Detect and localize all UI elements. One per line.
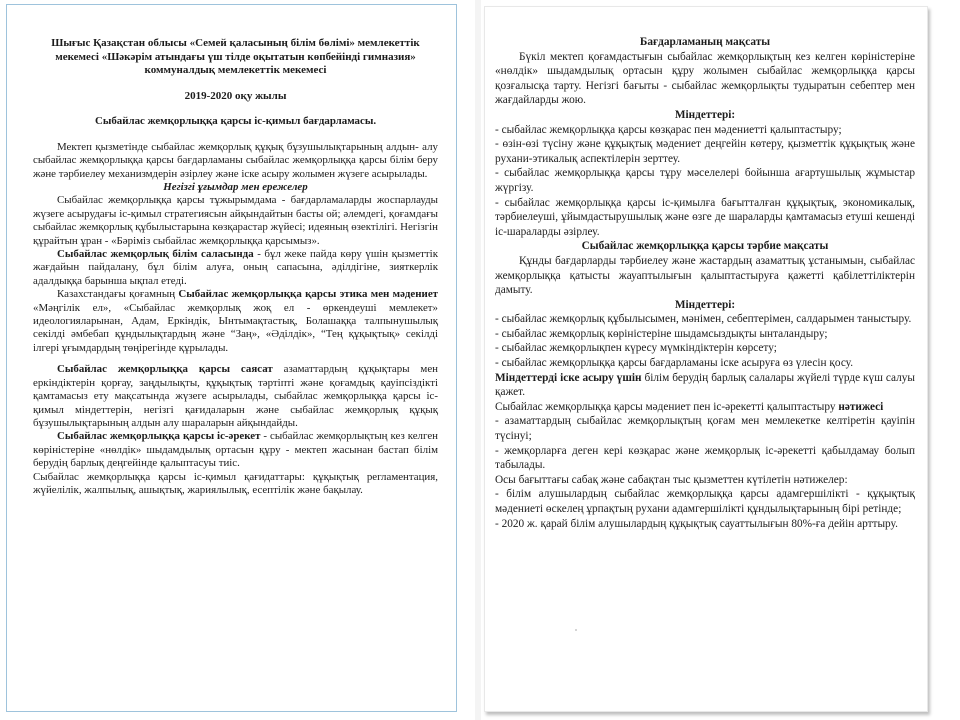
task2-item: - сыбайлас жемқорлық көріністеріне шыдамсыздықты ынталандыру; bbox=[495, 327, 828, 340]
action-paragraph bbox=[33, 430, 438, 470]
education-heading: Сыбайлас жемқорлыққа қарсы тәрбие мақсаты bbox=[581, 240, 829, 253]
ethics-paragraph bbox=[33, 288, 438, 355]
tasks-heading: Міндеттері: bbox=[674, 108, 736, 121]
action-text: - сыбайлас жемқорлықтың кез келген көріністеріне «нөлдік» шыдамдылық ортасын құру - мектеп жасынан бастап білім берудің барлық деңгейінде қалыптасуы тиіс. bbox=[33, 430, 438, 470]
action-label: Сыбайлас жемқорлыққа қарсы іс-әрекет bbox=[57, 430, 261, 443]
sphere-text: - бұл жеке пайда көру үшін қызметтік жағдайын пайдалану, бұл білім алуға, оның сапасына, әділдігіне, зияткерлік адалдыққа барынша ықпал етеді. bbox=[33, 248, 438, 287]
ethics-text: «Мәңгілік ел», «Сыбайлас жемқорлық жоқ ел - өркендеуші мемлекет» идеологияларынан, Адам, Еркіндік, Ынтымақтастық, Болашаққа талпынушылық секілді әмбебап құндылықтардың және “Заң», «Әділдік», “Тең құқықтық» секілді ілгері ұғымдардың төңірегінде құрылады. bbox=[33, 301, 438, 354]
task2-item: - сыбайлас жемқорлыққа қарсы бағдарламаны іске асыруға өз үлесін қосу. bbox=[495, 357, 854, 370]
goal-heading: Бағдарламаның мақсаты bbox=[639, 36, 771, 48]
scan-edge bbox=[475, 0, 481, 720]
right-document-page bbox=[484, 6, 928, 712]
document-header: Шығыс Қазақстан облысы «Семей қаласының білім бөлімі» мемлекеттік мекемесі «Шәкәрім атындағы үш тілде оқытатын көпбейінді гимназия» коммуналдық мемлекеттік мекемесі bbox=[51, 37, 420, 77]
program-title: Сыбайлас жемқорлыққа қарсы іс-қимыл бағдарламасы. bbox=[94, 115, 377, 128]
left-document-page bbox=[6, 4, 457, 712]
implementation-text: білім берудің барлық салалары жүйелі түрде күш салуы қажет. bbox=[495, 371, 915, 399]
implementation-label: Міндеттерді іске асыру үшін bbox=[495, 371, 642, 384]
goal-paragraph: Бүкіл мектеп қоғамдастығын сыбайлас жемқорлықтың кез келген көріністеріне «нөлдік» шыдамдылық ортасын құру жолымен сыбайлас жемқорлыққа қарсы қозғалысқа тарту. Негізгі бағыты - сыбайлас жемқорлықты тудыратын себептер мен жағдайларды жою. bbox=[495, 50, 915, 107]
task-item: - сыбайлас жемқорлыққа қарсы көзқарас пен мәдениетті қалыптастыру; bbox=[495, 123, 842, 136]
tasks2-heading: Міндеттері: bbox=[674, 298, 736, 311]
task-item: - сыбайлас жемқорлыққа қарсы тұру мәселелері бойынша ағартушылық жұмыстар жүргізу. bbox=[495, 167, 915, 194]
task-item: - сыбайлас жемқорлыққа қарсы іс-қимылға бағытталған құқықтық, экономикалық, тәрбиелеуші, ұйымдастырушылық және өзге де шараларды қамтамасыз етуші кешенді іс-шараларды әзірлеу. bbox=[495, 196, 915, 238]
education-paragraph: Құнды бағдарларды тәрбиелеу және жастардың азаматтық ұстанымын, сыбайлас жемқорлыққа қатысты жауаптылығын қалыптастыруға қажетті қабілеттіліктерін дамыту. bbox=[495, 254, 915, 297]
sphere-label: Сыбайлас жемқорлық білім саласында bbox=[57, 248, 254, 261]
principles-paragraph: Сыбайлас жемқорлыққа қарсы іс-қимыл қағидаттары: құқықтық регламентация, жүйелілік, жалпылық, ашықтық, жариялылық, есептілік және бақылау. bbox=[33, 470, 438, 496]
policy-label: Сыбайлас жемқорлыққа қарсы саясат bbox=[57, 363, 273, 376]
expect-item: - білім алушылардың сыбайлас жемқорлыққа қарсы адамгершілікті - құқықтық мәдениеті өскелең ұрпақтың рухани адамгершілікті құндылықтарының бірі ретінде; bbox=[495, 488, 915, 515]
academic-year: 2019-2020 оқу жылы bbox=[184, 89, 287, 102]
policy-paragraph bbox=[33, 363, 438, 430]
result-intro: Сыбайлас жемқорлыққа қарсы мәдениет пен іс-әрекетті қалыптастыру bbox=[495, 400, 839, 413]
result-paragraph bbox=[495, 400, 915, 415]
expect-intro: Осы бағыттағы сабақ және сабақтан тыс қызметтен күтілетін нәтижелер: bbox=[495, 473, 848, 486]
ethics-prefix: Казахстандағы қоғамның bbox=[57, 288, 179, 301]
scan-speck bbox=[575, 629, 577, 631]
concepts-paragraph: Сыбайлас жемқорлыққа қарсы тұжырымдама - бағдарламаларды жоспарлауды жүзеге асырудағы іс-қимыл стратегиясын айқындайтын басты ой; әлемдегі, қоғамдағы сыбайлас жемқорлық құбылыстарына көзқарастар жүйесі; идеяның өзектілігі. Негізгін құрайтын ұран - «Бәріміз сыбайлас жемқорлыққа қарсымыз». bbox=[33, 194, 438, 247]
result-label: нәтижесі bbox=[838, 400, 884, 413]
task2-item: - сыбайлас жемқорлықпен күресу мүмкіндіктерін көрсету; bbox=[495, 342, 777, 355]
task2-item: - сыбайлас жемқорлық құбылысымен, мәнімен, себептерімен, салдарымен таныстыру. bbox=[495, 313, 912, 326]
expect-item: - 2020 ж. қарай білім алушылардың құқықтық сауаттылығын 80%-ға дейін арттыру. bbox=[495, 517, 898, 530]
result-item: - жемқорларға деген кері көзқарас және жемқорлық іс-әрекетті қабылдамау болып табылады. bbox=[495, 444, 915, 472]
task-item: - өзін-өзі түсіну және құқықтық мәдениет деңгейін көтеру, қызметтік құқықтық және рухани-этикалық аспектілерін зерттеу. bbox=[495, 138, 915, 165]
concepts-heading: Негізгі ұғымдар мен ережелер bbox=[163, 181, 308, 193]
intro-paragraph: Мектеп қызметінде сыбайлас жемқорлық құқық бұзушылықтарының алдын- алу сыбайлас жемқорлыққа қарсы бағдарламаны сыбайлас жемқорлыққа қарсы білім беру және тәрбиелеу механизмдерін әзірлеу және іске асыру жолымен жүзеге асырылады. bbox=[33, 140, 438, 180]
ethics-label: Сыбайлас жемқорлыққа қарсы этика мен мәдениет bbox=[178, 288, 438, 301]
result-item: - азаматтардың сыбайлас жемқорлықтың қоғам мен мемлекетке келтіретін қауіпін түсінуі; bbox=[495, 415, 915, 443]
policy-text: азаматтардың құқықтары мен еркіндіктерін қорғау, заңдылықты, құқықтық тәртіпті және қоғамдық қауіпсіздікті қамтамасыз ету мақсатында жүзеге асырылады, сыбайлас жемқорлыққа қарсы іс-қимыл міндеттерін, негізгі қағидаларын және сыбайлас жемқорлық құқық бұзушылықтарының алдын алу шараларын айқындайды. bbox=[33, 363, 438, 429]
sphere-paragraph bbox=[33, 248, 438, 288]
implementation-paragraph bbox=[495, 371, 915, 400]
